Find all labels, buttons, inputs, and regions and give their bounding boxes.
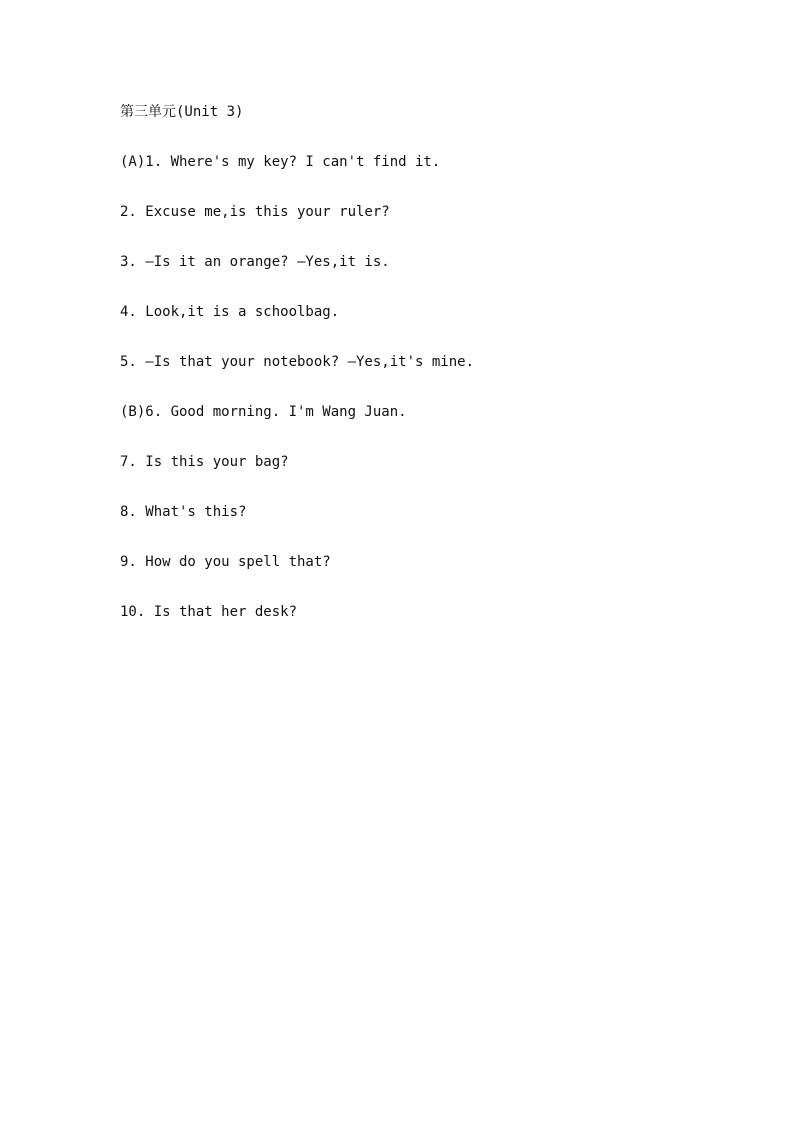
answer-line: (A)1. Where's my key? I can't find it.: [120, 154, 441, 170]
answer-line: 4. Look,it is a schoolbag.: [120, 304, 340, 320]
answer-line: 2. Excuse me,is this your ruler?: [120, 204, 390, 220]
answer-line: (B)6. Good morning. I'm Wang Juan.: [120, 404, 407, 420]
answer-line: 10. Is that her desk?: [120, 604, 298, 620]
answer-line: 7. Is this your bag?: [120, 454, 289, 470]
answer-line: 8. What's this?: [120, 504, 247, 520]
answer-line: 5. —Is that your notebook? —Yes,it's mine.: [120, 354, 475, 370]
unit-title: 第三单元(Unit 3): [120, 104, 244, 120]
answer-line: 3. —Is it an orange? —Yes,it is.: [120, 254, 390, 270]
document-content: [120, 98, 680, 648]
answer-line: 9. How do you spell that?: [120, 554, 331, 570]
